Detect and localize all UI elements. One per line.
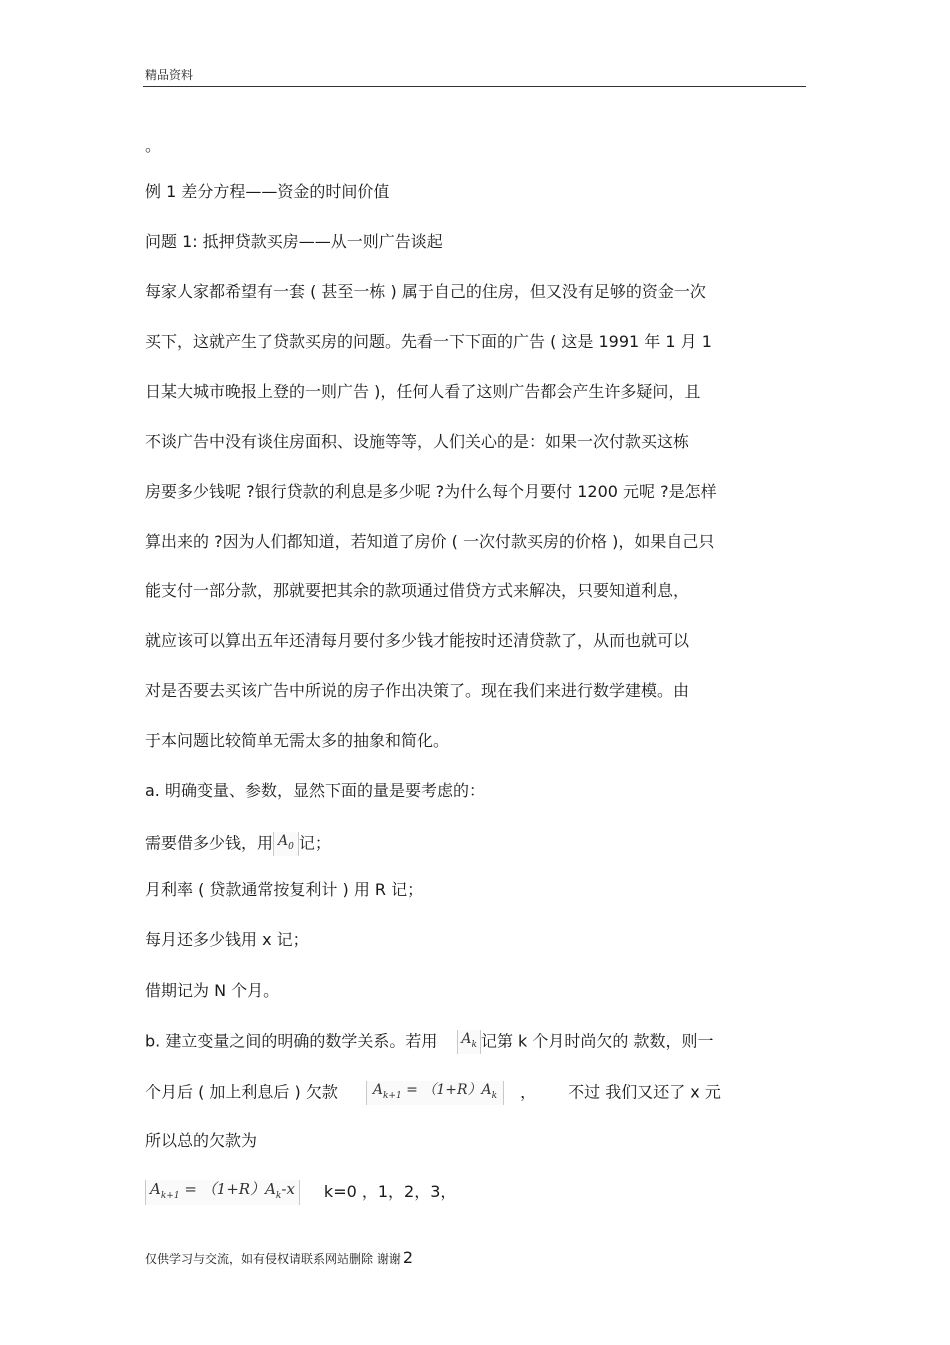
formula-ak-symbol: A (461, 1031, 472, 1047)
interest-suffix: 不过 我们又还了 x 元 (568, 1082, 721, 1102)
variable-period-line: 借期记为 N 个月。 (145, 981, 280, 1000)
section-b-line (145, 1030, 713, 1054)
interest-comma: ， (520, 1082, 537, 1102)
variable-payment-line: 每月还多少钱用 x 记； (145, 930, 309, 949)
formula2-tail: -x (281, 1180, 295, 1198)
page-footer (145, 1248, 413, 1267)
footer-text: 仅供学习与交流，如有侵权请联系网站删除 谢谢 (145, 1252, 401, 1266)
formula-difference-image (145, 1180, 300, 1205)
variable-rate-line: 月利率 ( 贷款通常按复利计 ) 用 R 记； (145, 880, 424, 899)
difference-equation-line (145, 1180, 456, 1205)
para-line-1: 每家人家都希望有一套 ( 甚至一栋 ) 属于自己的住房，但又没有足够的资金一次 (145, 282, 706, 301)
para-line-7: 能支付一部分款，那就要把其余的款项通过借贷方式来解决，只要知道利息， (145, 581, 690, 600)
formula2-lhs-subscript: k+1 (160, 1191, 180, 1201)
formula-ak-subscript: k (471, 1039, 477, 1050)
para-line-4: 不谈广告中没有谈住房面积、设施等等，人们关心的是：如果一次付款买这栋 (145, 432, 690, 451)
section-a-title: a. 明确变量、参数，显然下面的量是要考虑的： (145, 781, 485, 800)
formula-lhs-subscript: k+1 (382, 1090, 402, 1101)
variable-loan-line (145, 832, 331, 856)
para-line-5: 房要多少钱呢 ?银行贷款的利息是多少呢 ?为什么每个月要付 1200 元呢 ?是怎样 (145, 482, 717, 501)
formula2-mid: = （1+R）A (179, 1180, 276, 1198)
formula-a0-symbol: A (278, 833, 289, 849)
section-b-suffix: 记第 k 个月时尚欠的 款数，则一 (480, 1031, 714, 1051)
formula2-rhs-subscript: k (275, 1191, 282, 1201)
formula2-lhs-symbol: A (150, 1180, 161, 1198)
variable-loan-suffix: 记； (298, 833, 331, 853)
total-debt-line: 所以总的欠款为 (145, 1131, 258, 1150)
page-header: 精品资料 (145, 68, 194, 82)
interest-line (145, 1081, 721, 1105)
formula-a0-image (273, 832, 299, 856)
problem-title: 问题 1: 抵押贷款买房——从一则广告谈起 (145, 232, 443, 251)
k-values: k=0 ，1，2，3， (323, 1182, 457, 1201)
interest-text: 个月后 ( 加上利息后 ) 欠款 (145, 1082, 338, 1102)
para-line-9: 对是否要去买该广告中所说的房子作出决策了。现在我们来进行数学建模。由 (145, 681, 690, 700)
para-line-8: 就应该可以算出五年还清每月要付多少钱才能按时还清贷款了，从而也就可以 (145, 631, 690, 650)
formula-rhs: = （1+R）A (401, 1082, 492, 1098)
formula-a0-subscript: 0 (288, 841, 294, 852)
para-line-10: 于本问题比较简单无需太多的抽象和简化。 (145, 731, 450, 750)
page-number: 2 (402, 1248, 414, 1267)
period-mark: 。 (145, 136, 162, 155)
formula-rhs-subscript: k (491, 1090, 498, 1101)
header-rule (143, 86, 806, 87)
formula-ak-image (457, 1030, 481, 1054)
section-b-text: b. 建立变量之间的明确的数学关系。若用 (145, 1031, 438, 1051)
variable-loan-text: 需要借多少钱，用 (145, 833, 274, 853)
para-line-6: 算出来的 ?因为人们都知道，若知道了房价 ( 一次付款买房的价格 )，如果自己只 (145, 532, 715, 551)
para-line-2: 买下，这就产生了贷款买房的问题。先看一下下面的广告 ( 这是 1991 年 1 月 1 (145, 332, 712, 351)
formula-lhs-symbol: A (372, 1082, 383, 1098)
example-title: 例 1 差分方程——资金的时间价值 (145, 182, 390, 201)
para-line-3: 日某大城市晚报上登的一则广告 )，任何人看了这则广告都会产生许多疑问，且 (145, 382, 701, 401)
formula-recurrence-image (366, 1081, 504, 1105)
